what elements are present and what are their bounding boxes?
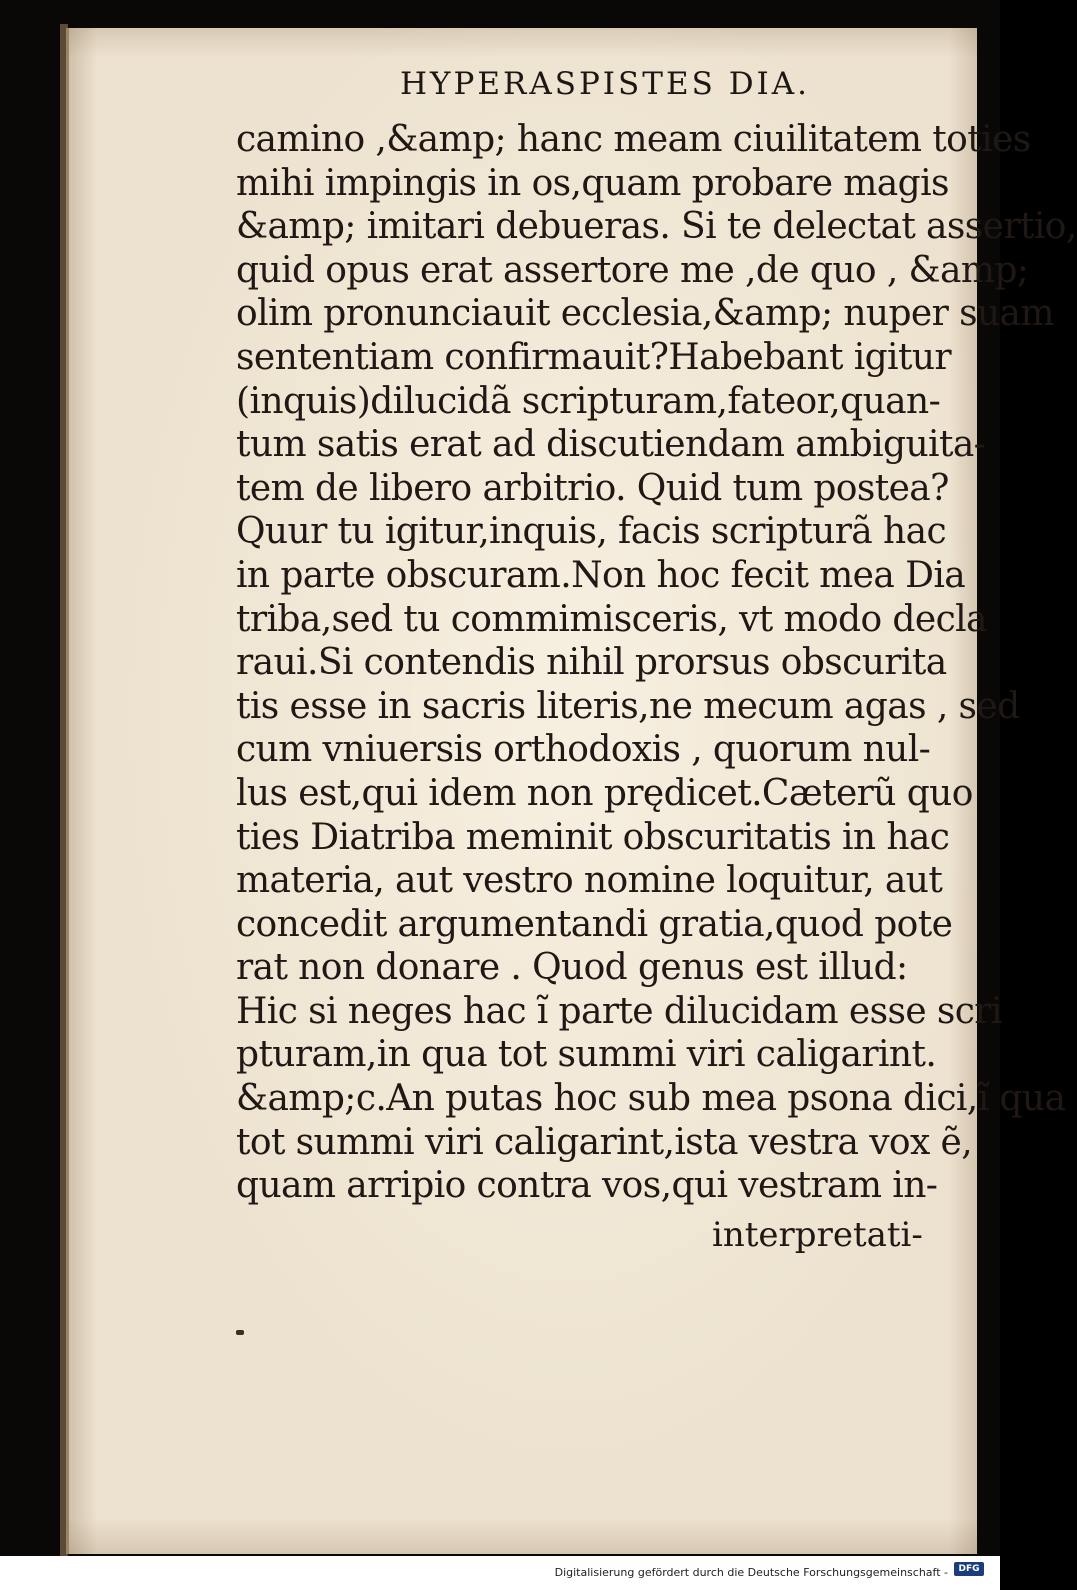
text-line: tot summi viri caligarint,ista vestra vox ẽ, <box>236 1121 973 1163</box>
text-line: ties Diatriba meminit obscuritatis in hac <box>236 816 950 858</box>
catchword: interpretati- <box>712 1215 923 1255</box>
text-line: materia, aut vestro nomine loquitur, aut <box>236 860 943 902</box>
text-line: cum vniuersis orthodoxis , quorum nul- <box>236 729 931 771</box>
text-line: concedit argumentandi gratia,quod pote <box>236 903 953 945</box>
text-line: in parte obscuram.Non hoc fecit mea Dia <box>236 554 966 596</box>
text-line: (inquis)dilucidã scripturam,fateor,quan- <box>236 380 941 422</box>
text-line: &amp; imitari debueras. Si te delectat assertio, <box>236 206 1077 248</box>
text-line: quam arripio contra vos,qui vestram in- <box>236 1165 938 1207</box>
text-line: camino ,&amp; hanc meam ciuilitatem toties <box>236 119 1031 160</box>
text-line: tum satis erat ad discutiendam ambiguita- <box>236 424 986 466</box>
text-line: &amp;c.An putas hoc sub mea psona dici,ĩ qua <box>236 1078 1066 1120</box>
text-line: tem de libero arbitrio. Quid tum postea? <box>236 467 949 509</box>
text-line: pturam,in qua tot summi viri caligarint. <box>236 1034 937 1076</box>
text-line: rat non donare . Quod genus est illud: <box>236 947 908 989</box>
ink-speck <box>236 1330 244 1335</box>
text-line: sententiam confirmauit?Habebant igitur <box>236 336 952 378</box>
body-text <box>236 118 1077 1208</box>
running-head: HYPERASPISTES DIA. <box>400 66 811 102</box>
text-line: Quur tu igitur,inquis, facis scripturã hac <box>236 511 947 553</box>
text-line: lus est,qui idem non prędicet.Cæterũ quo <box>236 772 973 814</box>
funding-credit: Digitalisierung gefördert durch die Deutsche Forschungsgemeinschaft - <box>554 1566 948 1579</box>
text-line: quid opus erat assertore me ,de quo , &amp; <box>236 249 1029 291</box>
text-line: raui.Si contendis nihil prorsus obscurita <box>236 642 947 684</box>
text-line: tis esse in sacris literis,ne mecum agas , sed <box>236 685 1020 727</box>
text-line: olim pronunciauit ecclesia,&amp; nuper suam <box>236 293 1054 335</box>
text-line: mihi impingis in os,quam probare magis <box>236 162 949 204</box>
text-line: triba,sed tu commimisceris, vt modo decla <box>236 598 987 640</box>
dfg-logo-icon: DFG <box>954 1562 984 1576</box>
text-line: Hic si neges hac ĩ parte dilucidam esse scri <box>236 990 1002 1032</box>
